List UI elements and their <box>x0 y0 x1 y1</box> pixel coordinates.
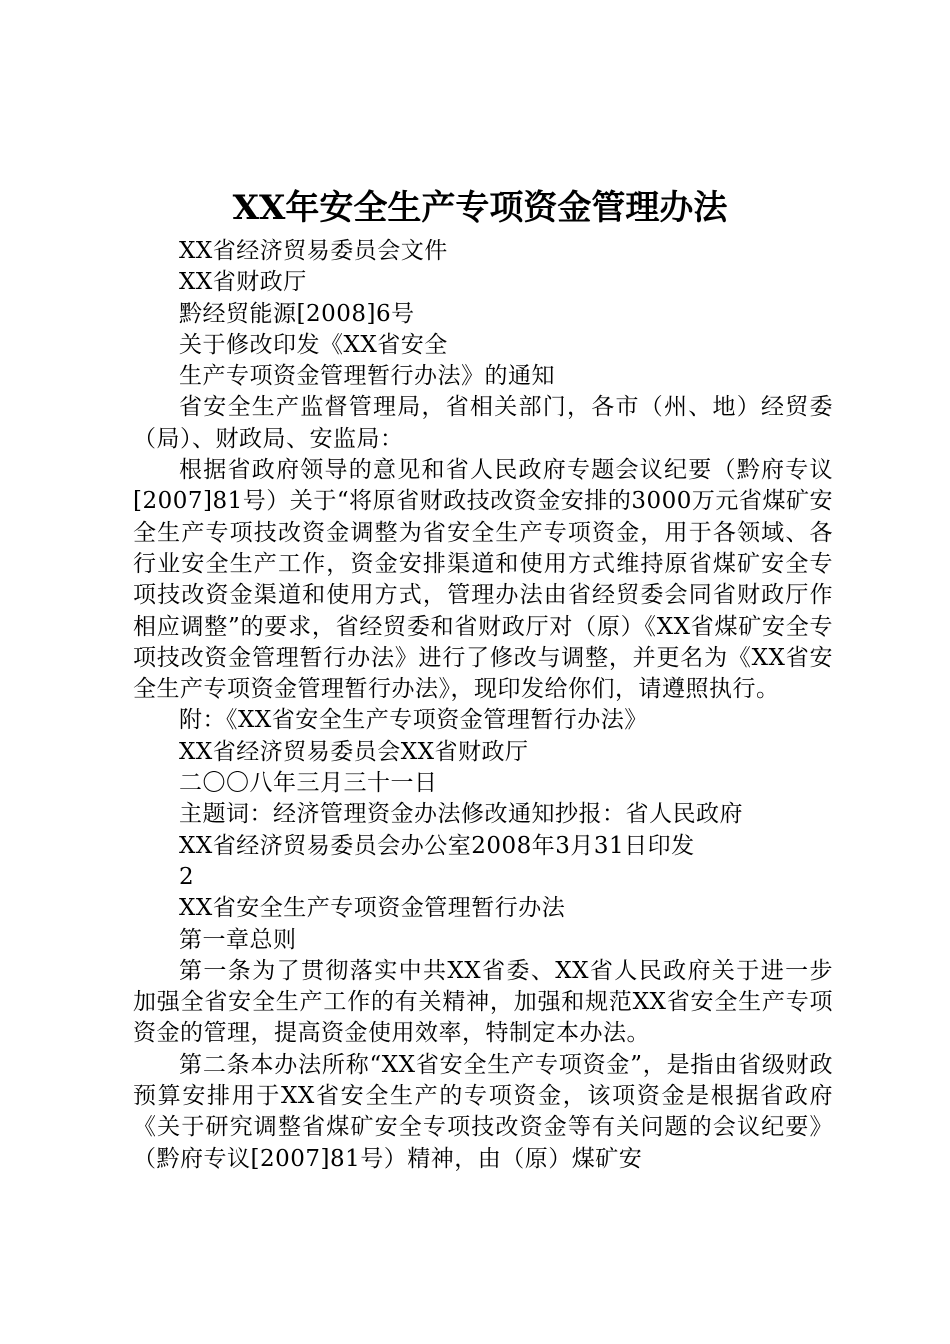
page-marker: 2 <box>179 863 195 890</box>
keywords-line: 主题词：经济管理资金办法修改通知抄报：省人民政府 <box>179 801 743 828</box>
addressee-paragraph: 省安全生产监督管理局，省相关部门，各市（州、地）经贸委（局）、财政局、安监局： <box>133 394 833 452</box>
attachment-line: 附：《XX省安全生产专项资金管理暂行办法》 <box>179 707 648 734</box>
main-paragraph: 根据省政府领导的意见和省人民政府专题会议纪要（黔府专议[2007]81号）关于“将原省财政技改资金安排的3000万元省煤矿安全生产专项技改资金调整为省安全生产专项资金，用于各领域、各行业安全生产工作，资金安排渠道和使用方式维持原省煤矿安全专项技改资金渠道和使用方式，管理办法由省经贸委会同省财政厅作相应调整”的要求，省经贸委和省财政厅对（原）《XX省煤矿安全专项技改资金管理暂行办法》进行了修改与调整，并更名为《XX省安全生产专项资金管理暂行办法》，现印发给你们，请遵照执行。 <box>133 457 833 703</box>
signatory-line: XX省经济贸易委员会XX省财政厅 <box>179 738 529 765</box>
date-line: 二〇〇八年三月三十一日 <box>179 770 438 797</box>
document-title: XX年安全生产专项资金管理办法 <box>232 188 728 228</box>
article-1-paragraph: 第一条为了贯彻落实中共XX省委、XX省人民政府关于进一步加强全省安全生产工作的有关精神，加强和规范XX省安全生产专项资金的管理，提高资金使用效率，特制定本办法。 <box>133 957 833 1047</box>
measures-title: XX省安全生产专项资金管理暂行办法 <box>179 895 566 922</box>
header-line-doc-number: 黔经贸能源[2008]6号 <box>179 300 415 327</box>
document-body <box>133 236 833 1175</box>
header-line-subject-1: 关于修改印发《XX省安全 <box>179 331 448 358</box>
header-line-subject-2: 生产专项资金管理暂行办法》的通知 <box>179 363 555 390</box>
print-info-line: XX省经济贸易委员会办公室2008年3月31日印发 <box>179 832 695 859</box>
article-2-paragraph: 第二条本办法所称“XX省安全生产专项资金”，是指由省级财政预算安排用于XX省安全生产的专项资金，该项资金是根据省政府《关于研究调整省煤矿安全专项技改资金等有关问题的会议纪要》（黔府专议[2007]81号）精神，由（原）煤矿安 <box>133 1051 833 1172</box>
chapter-heading: 第一章总则 <box>179 926 297 953</box>
header-line-issuer: XX省经济贸易委员会文件 <box>179 238 448 264</box>
header-line-co-issuer: XX省财政厅 <box>179 269 307 296</box>
